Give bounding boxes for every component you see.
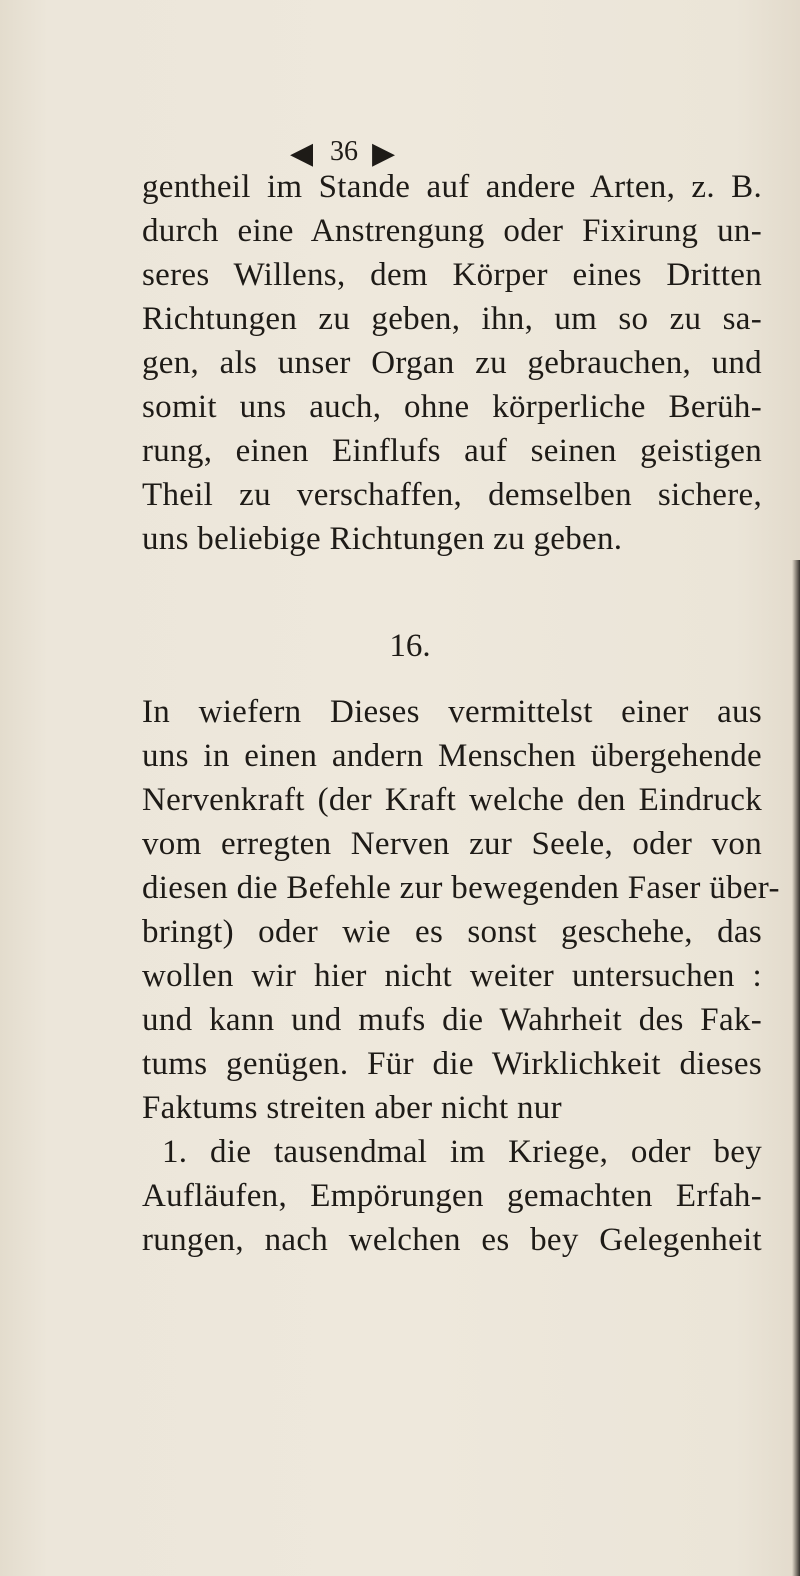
text-line: uns in einen andern Menschen übergehende [142, 738, 762, 774]
text-line: Nervenkraft (der Kraft welche den Eindruck [142, 782, 762, 818]
text-line: In wiefern Dieses vermittelst einer aus [142, 694, 762, 730]
section-number: 16. [389, 628, 431, 664]
text-line: durch eine Anstrengung oder Fixirung un- [142, 213, 762, 249]
text-line: rung, einen Einflufs auf seinen geistigen [142, 433, 762, 469]
text-line: und kann und mufs die Wahrheit des Fak- [142, 1002, 762, 1038]
text-line: wollen wir hier nicht weiter untersuchen : [142, 958, 762, 994]
text-line: rungen, nach welchen es bey Gelegenheit [142, 1222, 762, 1258]
text-line: tums genügen. Für die Wirklichkeit dieses [142, 1046, 762, 1082]
page-edge-shadow [792, 560, 800, 1576]
text-line: somit uns auch, ohne körperliche Berüh- [142, 389, 762, 425]
text-line: seres Willens, dem Körper eines Dritten [142, 257, 762, 293]
text-line: Faktums streiten aber nicht nur [142, 1090, 562, 1126]
text-line: vom erregten Nerven zur Seele, oder von [142, 826, 762, 862]
text-line: diesen die Befehle zur bewegenden Faser über- [142, 870, 780, 906]
text-line: gen, als unser Organ zu gebrauchen, und [142, 345, 762, 381]
page-number: 36 [330, 136, 358, 167]
text-line: bringt) oder wie es sonst geschehe, das [142, 914, 762, 950]
text-line: Theil zu verschaffen, demselben sichere, [142, 477, 762, 513]
text-line: gentheil im Stande auf andere Arten, z. B. [142, 169, 762, 205]
right-ornament-icon: ▶ [372, 136, 396, 171]
paragraph-section-16 [142, 690, 780, 1262]
text-line: Richtungen zu geben, ihn, um so zu sa- [142, 301, 762, 337]
left-ornament-icon: ◀ [290, 136, 314, 171]
paragraph-continued [142, 165, 762, 561]
text-line: Aufläufen, Empörungen gemachten Erfah- [142, 1178, 762, 1214]
numbered-list-line: 1. die tausendmal im Kriege, oder bey [162, 1134, 762, 1170]
text-line: uns beliebige Richtungen zu geben. [142, 521, 623, 557]
